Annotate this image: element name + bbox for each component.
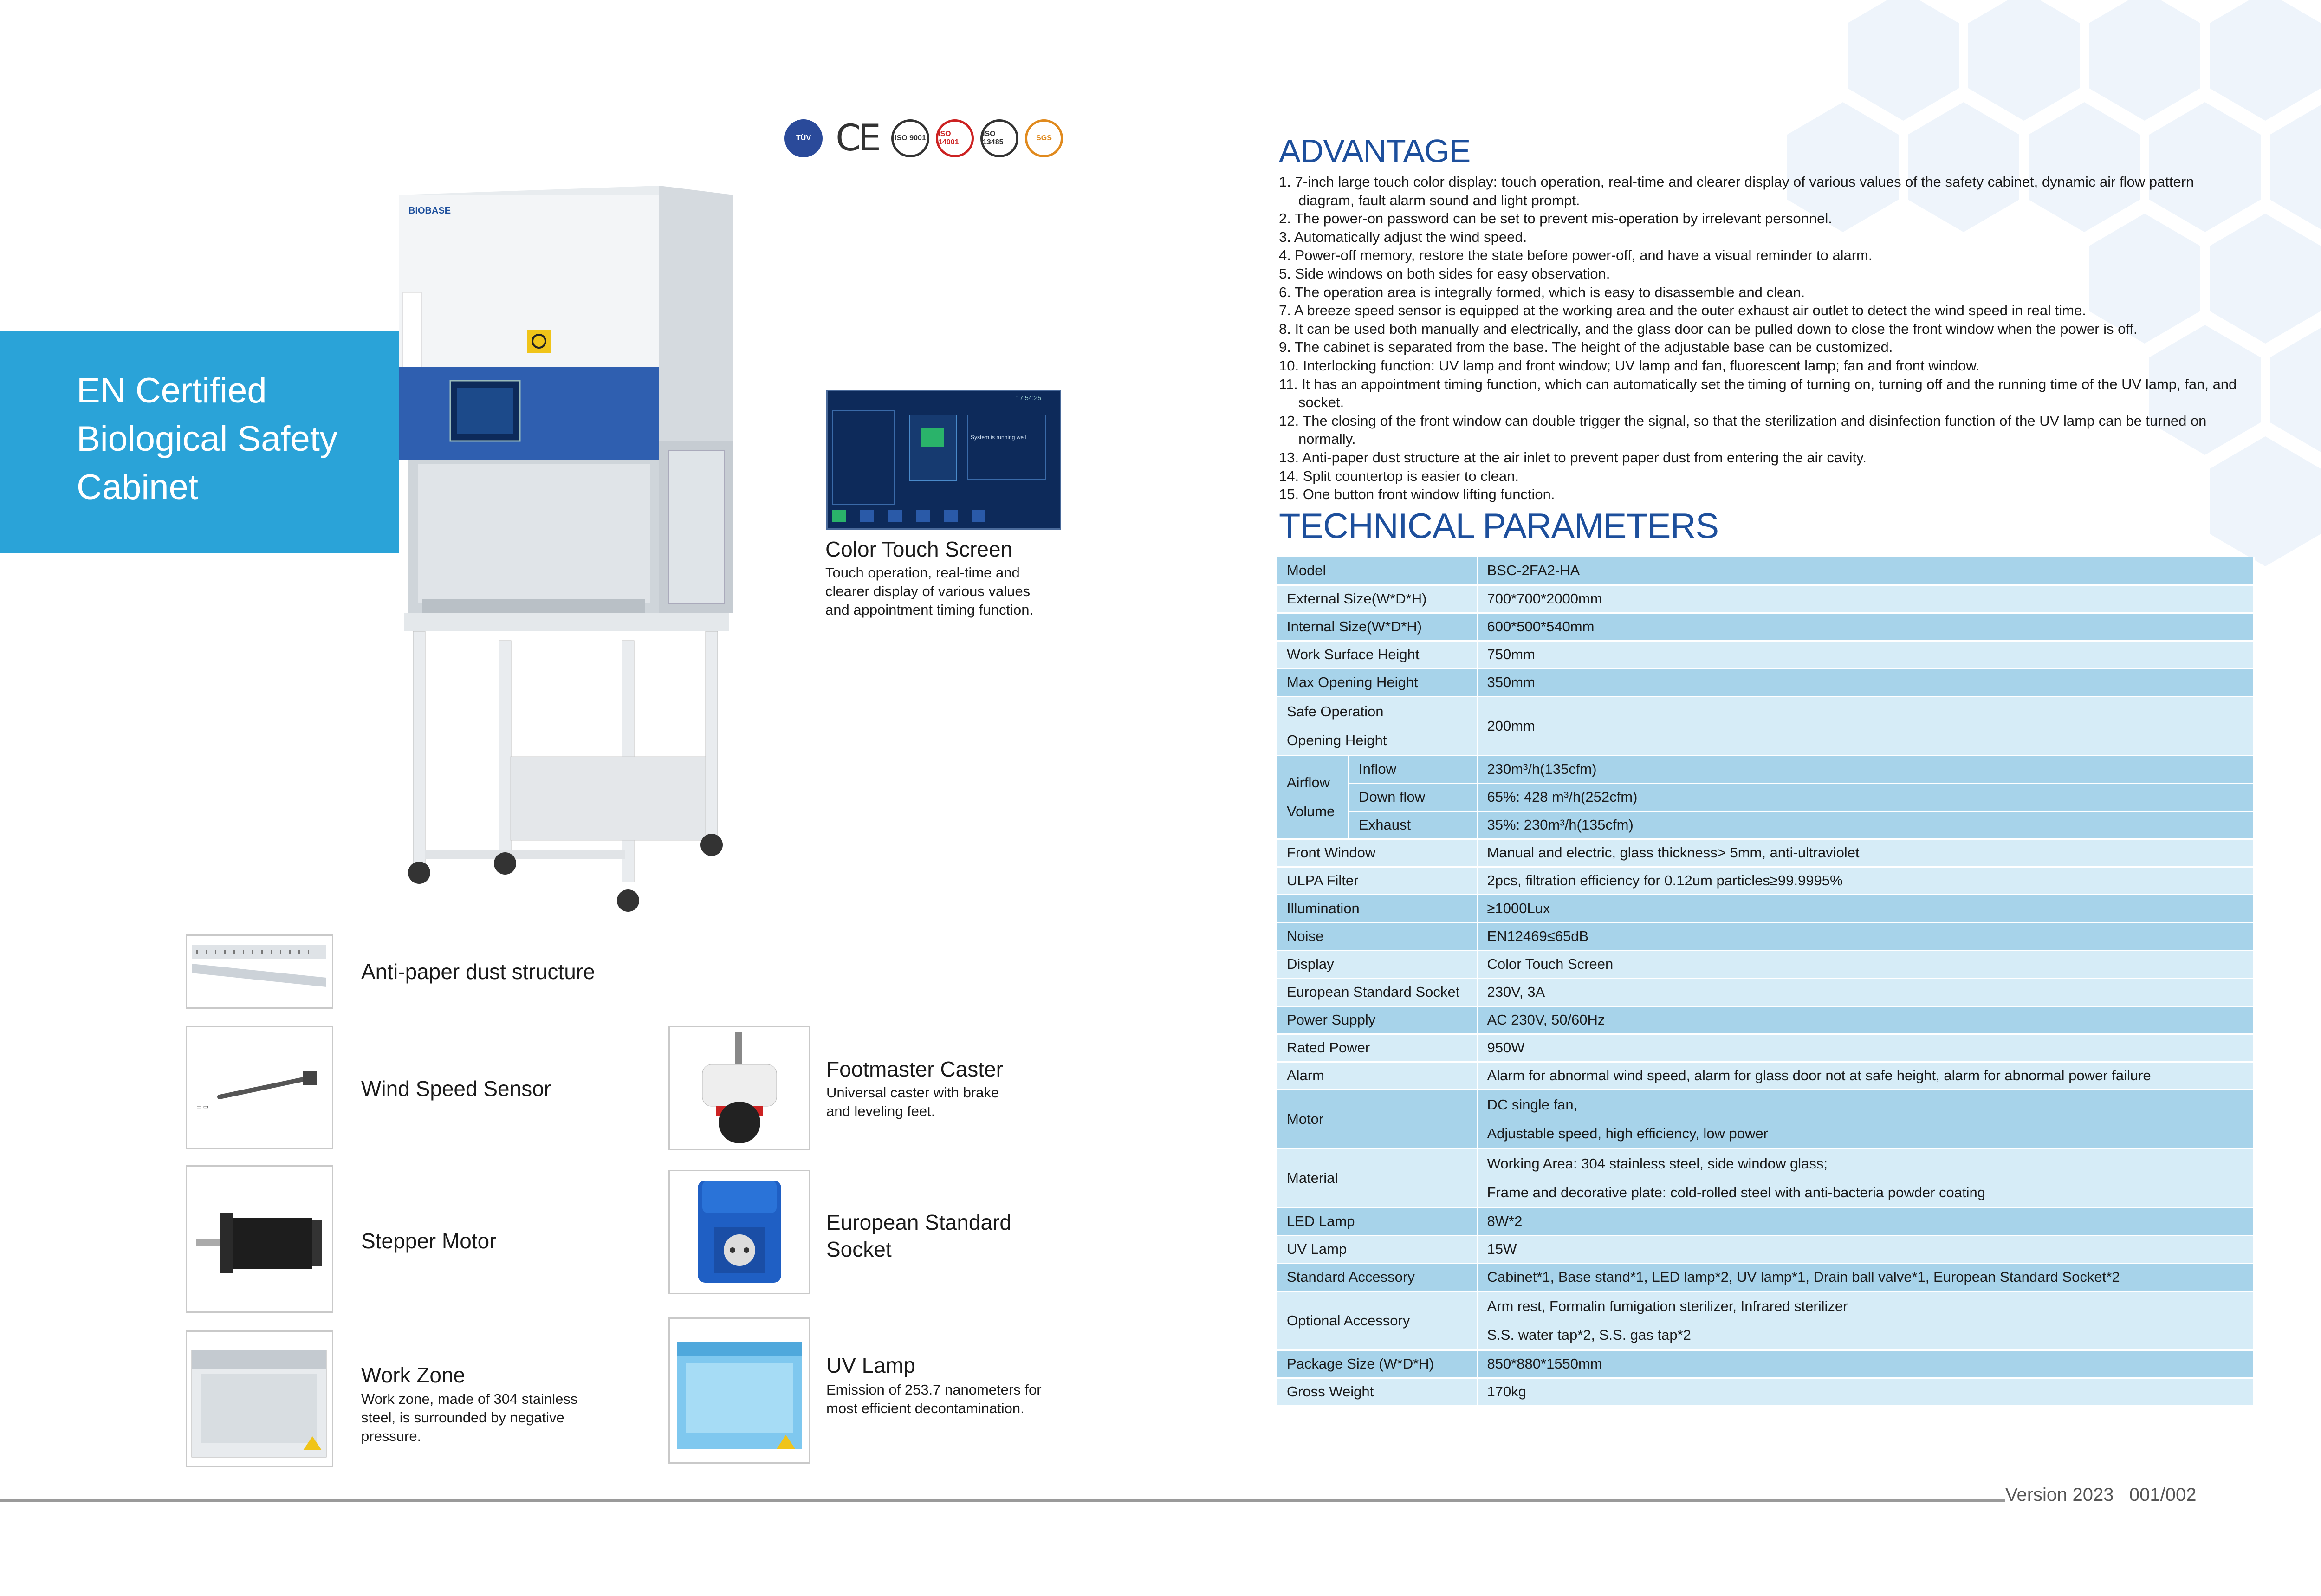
- param-value: [1477, 1291, 2254, 1350]
- param-key: External Size(W*D*H): [1277, 585, 1477, 613]
- touch-desc-line: clearer display of various values: [825, 583, 1031, 599]
- param-value: 230V, 3A: [1477, 978, 2254, 1006]
- param-value: 2pcs, filtration efficiency for 0.12um particles≥99.9995%: [1477, 867, 2254, 895]
- banner-line-2: Biological Safety: [77, 419, 337, 459]
- param-key: Material: [1277, 1148, 1477, 1207]
- advantage-item: 6. The operation area is integrally formed, which is easy to disassemble and clean.: [1279, 284, 1805, 300]
- table-row: [1277, 1291, 2254, 1350]
- sgs-icon: SGS: [1025, 119, 1063, 157]
- param-key-line: Safe Operation: [1287, 703, 1384, 720]
- caster-desc-line: Universal caster with brake: [826, 1084, 999, 1101]
- caster-desc: [826, 1083, 999, 1121]
- advantage-item: 8. It can be used both manually and electrically, and the glass door can be pulled down to close the front window when the power is off.: [1279, 320, 2138, 337]
- param-value: EN12469≤65dB: [1477, 922, 2254, 950]
- table-row: [1277, 585, 2254, 613]
- certification-logos: [784, 115, 1063, 162]
- param-key: UV Lamp: [1277, 1235, 1477, 1263]
- table-row: [1277, 668, 2254, 696]
- uv-desc-line: most efficient decontamination.: [826, 1400, 1024, 1416]
- param-value: Color Touch Screen: [1477, 950, 2254, 978]
- footer-version: [2005, 1485, 2196, 1505]
- touch-screen-desc: [825, 564, 1033, 619]
- param-key: Alarm: [1277, 1062, 1477, 1090]
- advantage-item: 2. The power-on password can be set to prevent mis-operation by irrelevant personnel.: [1279, 210, 1832, 227]
- wind-sensor-label: Wind Speed Sensor: [361, 1077, 551, 1101]
- table-row: [1277, 922, 2254, 950]
- param-value-line: Frame and decorative plate: cold-rolled steel with anti-bacteria powder coating: [1487, 1184, 1986, 1200]
- tech-params-table: [1277, 557, 2255, 1407]
- screen-time: 17:54:25: [1016, 394, 1041, 402]
- caster-thumb: [668, 1026, 810, 1150]
- table-row: [1277, 1062, 2254, 1090]
- iso14001-icon: ISO 14001: [936, 119, 974, 157]
- advantage-item: 10. Interlocking function: UV lamp and front window; UV lamp and fan, fluorescent lamp; fan and front window.: [1279, 357, 1980, 374]
- param-value: [1477, 1090, 2254, 1148]
- table-row: [1277, 755, 2254, 783]
- touch-screen-image: [826, 390, 1061, 530]
- param-value-line: DC single fan,: [1487, 1096, 1578, 1113]
- param-key: Standard Accessory: [1277, 1263, 1477, 1291]
- param-value: BSC-2FA2-HA: [1477, 557, 2254, 585]
- tuv-icon: TÜV: [784, 119, 823, 157]
- param-value: Manual and electric, glass thickness> 5mm, anti-ultraviolet: [1477, 839, 2254, 867]
- table-row: [1277, 1235, 2254, 1263]
- param-value: 350mm: [1477, 668, 2254, 696]
- param-value-line: S.S. water tap*2, S.S. gas tap*2: [1487, 1326, 1691, 1343]
- work-zone-desc: [361, 1390, 577, 1446]
- touch-screen-title: Color Touch Screen: [825, 537, 1013, 561]
- socket-title-line: European Standard: [826, 1210, 1011, 1234]
- table-row: [1277, 895, 2254, 922]
- table-row: [1277, 950, 2254, 978]
- param-value-line: Working Area: 304 stainless steel, side window glass;: [1487, 1155, 1828, 1172]
- ce-icon: CE: [829, 119, 885, 157]
- param-key: Model: [1277, 557, 1477, 585]
- advantage-heading: ADVANTAGE: [1279, 133, 1471, 169]
- advantage-item: 11. It has an appointment timing function, which can automatically set the timing of turning on, turning off and the running time of the UV lamp, fan, and socket.: [1279, 376, 2237, 411]
- wind-sensor-thumb: [186, 1026, 333, 1149]
- param-value: 35%: 230m³/h(135cfm): [1477, 811, 2254, 839]
- param-key: [1277, 696, 1477, 755]
- advantage-item: 4. Power-off memory, restore the state before power-off, and have a visual reminder to alarm.: [1279, 247, 1873, 264]
- tech-params-heading: TECHNICAL PARAMETERS: [1279, 506, 1719, 546]
- param-key: European Standard Socket: [1277, 978, 1477, 1006]
- caster-desc-line: and leveling feet.: [826, 1103, 935, 1119]
- param-value: 170kg: [1477, 1378, 2254, 1406]
- banner-title: [77, 367, 402, 512]
- table-row: [1277, 1350, 2254, 1378]
- table-row: [1277, 1090, 2254, 1148]
- table-row: [1277, 978, 2254, 1006]
- param-value: 8W*2: [1477, 1207, 2254, 1235]
- table-row: [1277, 1207, 2254, 1235]
- advantage-item: 1. 7-inch large touch color display: touch operation, real-time and clearer display of various values of the safety cabinet, dynamic air flow pattern diagram, fault alarm sound and light prompt.: [1279, 174, 2194, 208]
- param-value: Cabinet*1, Base stand*1, LED lamp*2, UV lamp*1, Drain ball valve*1, European Standard Socket*2: [1477, 1263, 2254, 1291]
- param-value: 230m³/h(135cfm): [1477, 755, 2254, 783]
- param-key: Optional Accessory: [1277, 1291, 1477, 1350]
- work-zone-desc-line: steel, is surrounded by negative: [361, 1409, 564, 1426]
- param-key: Motor: [1277, 1090, 1477, 1148]
- table-row: [1277, 1378, 2254, 1406]
- advantage-item: 5. Side windows on both sides for easy observation.: [1279, 265, 1610, 282]
- advantage-item: 13. Anti-paper dust structure at the air inlet to prevent paper dust from entering the air cavity.: [1279, 449, 1867, 466]
- advantage-item: 9. The cabinet is separated from the base. The height of the adjustable base can be customized.: [1279, 339, 1893, 356]
- param-value: 15W: [1477, 1235, 2254, 1263]
- footer-rule: [0, 1499, 2005, 1502]
- param-subkey: Down flow: [1349, 783, 1477, 811]
- param-value-line: Arm rest, Formalin fumigation sterilizer, Infrared sterilizer: [1487, 1298, 1848, 1314]
- table-row: [1277, 696, 2254, 755]
- advantage-item: 14. Split countertop is easier to clean.: [1279, 467, 1519, 484]
- uv-lamp-thumb: [668, 1317, 810, 1464]
- socket-title-line: Socket: [826, 1237, 892, 1261]
- advantage-item: 7. A breeze speed sensor is equipped at the working area and the outer exhaust air outlet to detect the wind speed in real time.: [1279, 302, 2086, 319]
- param-key-line: Volume: [1287, 803, 1335, 819]
- param-key: Package Size (W*D*H): [1277, 1350, 1477, 1378]
- param-value-line: Adjustable speed, high efficiency, low power: [1487, 1125, 1768, 1142]
- advantage-item: 15. One button front window lifting function.: [1279, 486, 1555, 503]
- param-key: Display: [1277, 950, 1477, 978]
- table-row: [1277, 867, 2254, 895]
- param-key: Rated Power: [1277, 1034, 1477, 1062]
- advantage-list: [1279, 173, 2254, 504]
- param-value: ≥1000Lux: [1477, 895, 2254, 922]
- advantage-item: 3. Automatically adjust the wind speed.: [1279, 228, 1527, 245]
- param-value: AC 230V, 50/60Hz: [1477, 1006, 2254, 1034]
- param-value: 200mm: [1477, 696, 2254, 755]
- param-key: Internal Size(W*D*H): [1277, 613, 1477, 641]
- advantage-item: 12. The closing of the front window can double trigger the signal, so that the sterilization and disinfection function of the UV lamp can be turned on normally.: [1279, 412, 2207, 448]
- brand-logo: BIOBASE: [408, 206, 451, 216]
- param-key: ULPA Filter: [1277, 867, 1477, 895]
- param-key: Max Opening Height: [1277, 668, 1477, 696]
- work-zone-title: Work Zone: [361, 1363, 466, 1387]
- table-row: [1277, 641, 2254, 668]
- param-value: 700*700*2000mm: [1477, 585, 2254, 613]
- uv-lamp-desc: [826, 1381, 1042, 1418]
- version-text: Version 2023: [2005, 1485, 2114, 1505]
- param-key: LED Lamp: [1277, 1207, 1477, 1235]
- banner-line-1: EN Certified: [77, 371, 267, 410]
- cabinet-illustration: [381, 181, 752, 933]
- table-row: [1277, 1006, 2254, 1034]
- table-row: [1277, 839, 2254, 867]
- touch-desc-line: and appointment timing function.: [825, 602, 1034, 618]
- param-key-line: Airflow: [1287, 774, 1330, 791]
- param-value: [1477, 1148, 2254, 1207]
- param-key: Noise: [1277, 922, 1477, 950]
- page-number: 001/002: [2129, 1485, 2197, 1505]
- param-key: Work Surface Height: [1277, 641, 1477, 668]
- work-zone-desc-line: Work zone, made of 304 stainless: [361, 1391, 578, 1407]
- param-key: Power Supply: [1277, 1006, 1477, 1034]
- table-row: [1277, 783, 2254, 811]
- stepper-motor-label: Stepper Motor: [361, 1229, 497, 1253]
- param-key: Gross Weight: [1277, 1378, 1477, 1406]
- socket-thumb: [668, 1170, 810, 1294]
- param-value: 600*500*540mm: [1477, 613, 2254, 641]
- param-subkey: Inflow: [1349, 755, 1477, 783]
- uv-lamp-title: UV Lamp: [826, 1353, 915, 1377]
- dust-structure-label: Anti-paper dust structure: [361, 960, 595, 984]
- table-row: [1277, 811, 2254, 839]
- svg-text:▭ ▭: ▭ ▭: [196, 1103, 209, 1110]
- banner-line-3: Cabinet: [77, 467, 198, 507]
- caster-title: Footmaster Caster: [826, 1057, 1003, 1081]
- param-key: [1277, 755, 1349, 839]
- param-value: Alarm for abnormal wind speed, alarm for glass door not at safe height, alarm for abnormal power failure: [1477, 1062, 2254, 1090]
- param-key: Illumination: [1277, 895, 1477, 922]
- param-value: 750mm: [1477, 641, 2254, 668]
- work-zone-thumb: [186, 1330, 333, 1467]
- table-row: [1277, 557, 2254, 585]
- param-value: 950W: [1477, 1034, 2254, 1062]
- param-key: Front Window: [1277, 839, 1477, 867]
- dust-structure-thumb: [186, 934, 333, 1009]
- param-key-line: Opening Height: [1287, 732, 1387, 748]
- table-row: [1277, 1148, 2254, 1207]
- param-value: 65%: 428 m³/h(252cfm): [1477, 783, 2254, 811]
- work-zone-desc-line: pressure.: [361, 1428, 421, 1444]
- stepper-motor-thumb: [186, 1165, 333, 1313]
- screen-status: System is running well: [967, 415, 1046, 480]
- iso13485-icon: ISO 13485: [980, 119, 1018, 157]
- iso9001-icon: ISO 9001: [891, 119, 929, 157]
- table-row: [1277, 1034, 2254, 1062]
- param-value: 850*880*1550mm: [1477, 1350, 2254, 1378]
- param-subkey: Exhaust: [1349, 811, 1477, 839]
- touch-desc-line: Touch operation, real-time and: [825, 564, 1020, 581]
- table-row: [1277, 613, 2254, 641]
- uv-desc-line: Emission of 253.7 nanometers for: [826, 1382, 1042, 1398]
- table-row: [1277, 1263, 2254, 1291]
- socket-title: [826, 1209, 1011, 1263]
